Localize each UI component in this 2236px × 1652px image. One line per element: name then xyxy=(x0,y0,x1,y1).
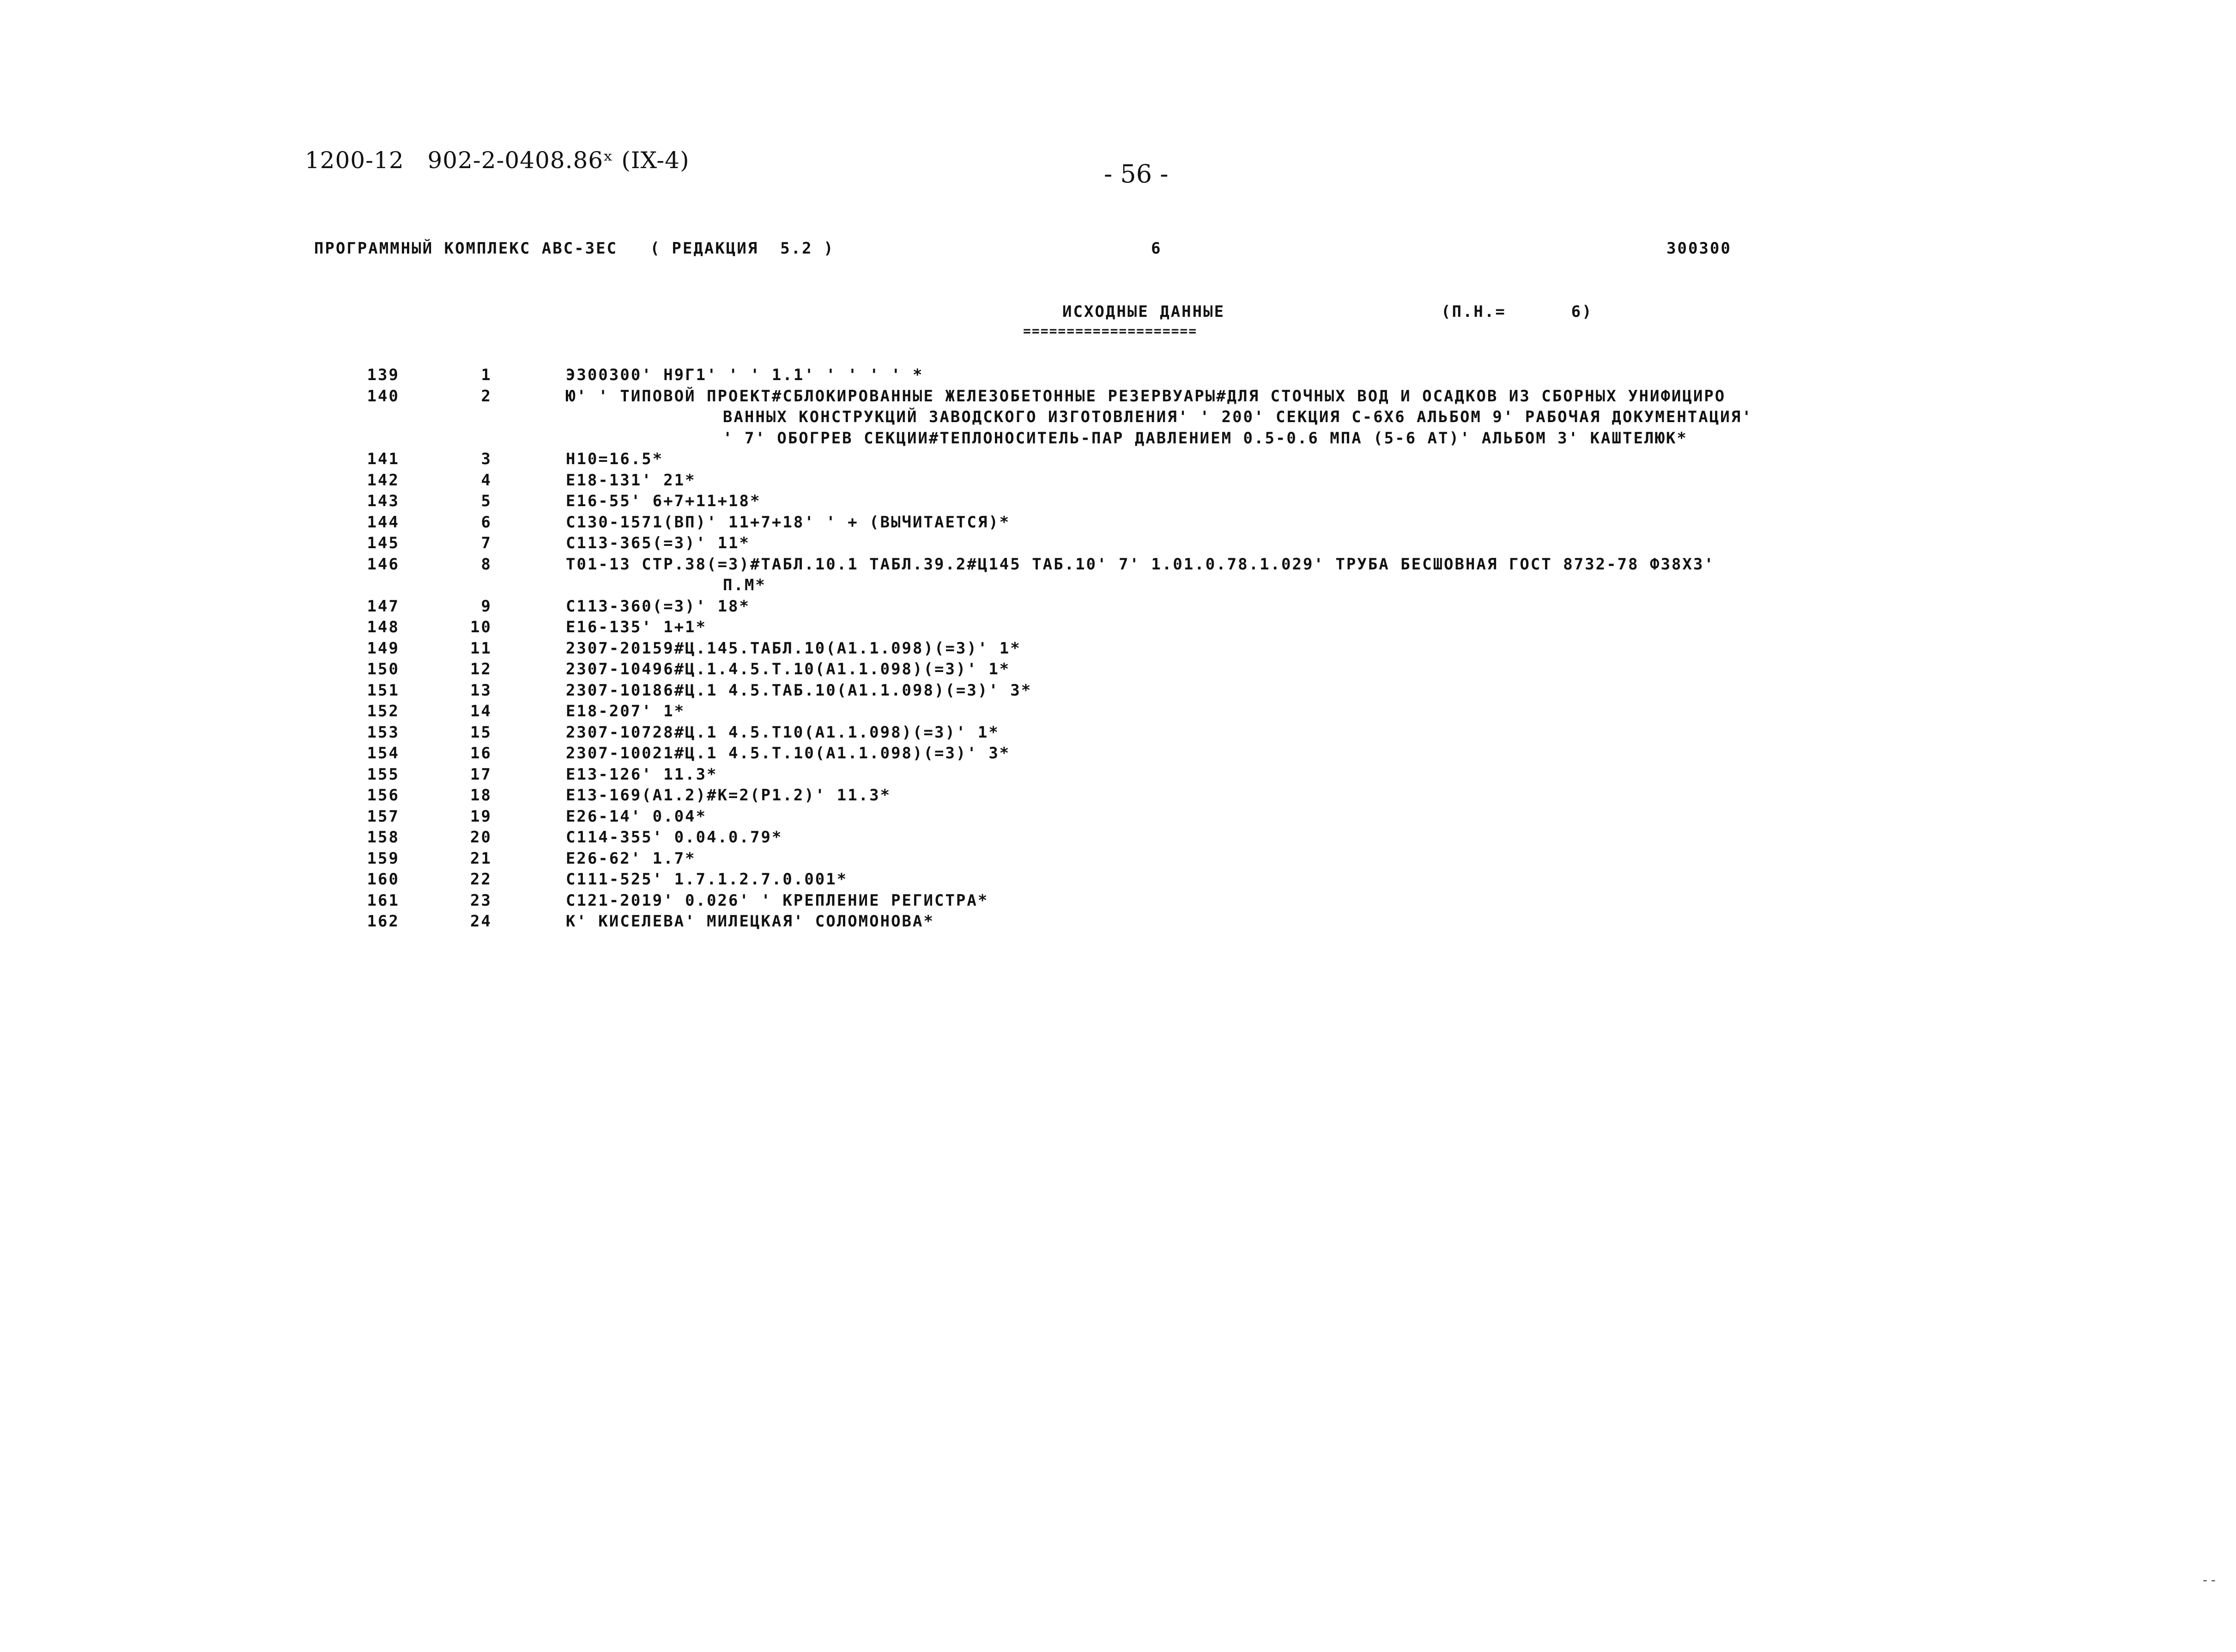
record-text: Е13-169(А1.2)#К=2(Р1.2)' 11.3* xyxy=(566,786,891,805)
record-text: 2307-20159#Ц.145.ТАБЛ.10(А1.1.098)(=3)' 1* xyxy=(566,639,1021,658)
sequence-number: 14 xyxy=(470,702,492,720)
listing-row xyxy=(0,890,1986,912)
record-text: 2307-10021#Ц.1 4.5.Т.10(А1.1.098)(=3)' 3* xyxy=(566,744,1011,762)
record-text: ВАННЫХ КОНСТРУКЦИЙ ЗАВОДСКОГО ИЗГОТОВЛЕНИЯ' ' 200' СЕКЦИЯ С-6Х6 АЛЬБОМ 9' РАБОЧАЯ ДОКУМЕНТАЦИЯ' xyxy=(723,408,1753,426)
record-text: К' КИСЕЛЕВА' МИЛЕЦКАЯ' СОЛОМОНОВА* xyxy=(566,912,934,931)
line-number: 142 xyxy=(367,471,400,490)
listing-row xyxy=(0,680,1986,702)
line-number: 157 xyxy=(367,807,400,826)
sequence-number: 23 xyxy=(470,891,492,910)
sequence-number: 11 xyxy=(470,639,492,658)
listing-row xyxy=(0,743,1986,764)
listing-row xyxy=(0,848,1986,870)
record-text: 2307-10186#Ц.1 4.5.ТАБ.10(А1.1.098)(=3)' 3* xyxy=(566,681,1032,700)
sequence-number: 20 xyxy=(470,828,492,847)
listing-row xyxy=(0,449,1986,470)
sequence-number: 5 xyxy=(481,492,492,510)
listing-row xyxy=(0,722,1986,744)
record-text: Е13-126' 11.3* xyxy=(566,765,718,784)
record-text: П.М* xyxy=(723,576,766,594)
sequence-number: 15 xyxy=(470,723,492,742)
record-text: Е26-62' 1.7* xyxy=(566,849,696,868)
listing-row xyxy=(0,365,1986,386)
listing-row xyxy=(0,869,1986,890)
line-number: 152 xyxy=(367,702,400,720)
line-number: 141 xyxy=(367,450,400,468)
record-text: Е26-14' 0.04* xyxy=(566,807,707,826)
sequence-number: 24 xyxy=(470,912,492,931)
record-text: Ю' ' ТИПОВОЙ ПРОЕКТ#СБЛОКИРОВАННЫЕ ЖЕЛЕЗОБЕТОННЫЕ РЕЗЕРВУАРЫ#ДЛЯ СТОЧНЫХ ВОД И ОСАДКОВ ИЗ СБОРНЫХ УНИФИЦИРО xyxy=(566,387,1726,405)
sequence-number: 12 xyxy=(470,660,492,678)
program-header: ПРОГРАММНЫЙ КОМПЛЕКС АВС-3ЕС ( РЕДАКЦИЯ 5.2 ) xyxy=(314,239,835,258)
listing-row xyxy=(0,785,1986,806)
record-text: С111-525' 1.7.1.2.7.0.001* xyxy=(566,870,848,889)
record-text: ' 7' ОБОГРЕВ СЕКЦИИ#ТЕПЛОНОСИТЕЛЬ-ПАР ДАВЛЕНИЕМ 0.5-0.6 МПА (5-6 АТ)' АЛЬБОМ 3' КАШТЕЛЮК* xyxy=(723,429,1688,448)
line-number: 149 xyxy=(367,639,400,658)
line-number: 160 xyxy=(367,870,400,889)
sequence-number: 19 xyxy=(470,807,492,826)
record-text: Т01-13 СТР.38(=3)#ТАБЛ.10.1 ТАБЛ.39.2#Ц145 ТАБ.10' 7' 1.01.0.78.1.029' ТРУБА БЕСШОВНАЯ ГОСТ 8732-78 Ф38Х3' xyxy=(566,555,1715,574)
sequence-number: 17 xyxy=(470,765,492,784)
listing-continuation-line xyxy=(0,428,1986,449)
sequence-number: 13 xyxy=(470,681,492,700)
line-number: 140 xyxy=(367,387,400,405)
line-number: 162 xyxy=(367,912,400,931)
document-code: 300300 xyxy=(1666,239,1732,258)
record-text: 2307-10496#Ц.1.4.5.Т.10(А1.1.098)(=3)' 1* xyxy=(566,660,1011,678)
record-text: С121-2019' 0.026' ' КРЕПЛЕНИЕ РЕГИСТРА* xyxy=(566,891,989,910)
sequence-number: 2 xyxy=(481,387,492,405)
line-number: 139 xyxy=(367,366,400,384)
listing-row xyxy=(0,512,1986,533)
listing-row xyxy=(0,617,1986,638)
line-number: 145 xyxy=(367,534,400,552)
page-code: 6 xyxy=(1151,239,1162,258)
section-title: ИСХОДНЫЕ ДАННЫЕ xyxy=(1062,303,1225,321)
sequence-number: 1 xyxy=(481,366,492,384)
listing-row xyxy=(0,386,1986,407)
line-number: 146 xyxy=(367,555,400,574)
listing-row xyxy=(0,827,1986,848)
page-number: - 56 - xyxy=(1104,159,1169,188)
section-meta: (П.Н.= 6) xyxy=(1441,303,1593,321)
listing-row xyxy=(0,806,1986,828)
listing-row xyxy=(0,638,1986,660)
record-text: Е16-135' 1+1* xyxy=(566,618,707,636)
line-number: 151 xyxy=(367,681,400,700)
listing-row xyxy=(0,470,1986,491)
record-text: 2307-10728#Ц.1 4.5.Т10(А1.1.098)(=3)' 1* xyxy=(566,723,1000,742)
line-number: 155 xyxy=(367,765,400,784)
listing-row xyxy=(0,764,1986,786)
listing-continuation-line xyxy=(0,407,1986,428)
record-text: С114-355' 0.04.0.79* xyxy=(566,828,783,847)
listing-row xyxy=(0,491,1986,512)
listing-continuation-line xyxy=(0,575,1986,596)
line-number: 156 xyxy=(367,786,400,805)
listing-row xyxy=(0,533,1986,554)
sequence-number: 8 xyxy=(481,555,492,574)
sequence-number: 16 xyxy=(470,744,492,762)
line-number: 143 xyxy=(367,492,400,510)
record-text: С113-360(=3)' 18* xyxy=(566,597,750,616)
sequence-number: 6 xyxy=(481,513,492,532)
line-number: 161 xyxy=(367,891,400,910)
record-text: С130-1571(ВП)' 11+7+18' ' + (ВЫЧИТАЕТСЯ)* xyxy=(566,513,1011,532)
source-listing xyxy=(0,365,1986,932)
line-number: 154 xyxy=(367,744,400,762)
sequence-number: 10 xyxy=(470,618,492,636)
sequence-number: 3 xyxy=(481,450,492,468)
section-underline: ==================== xyxy=(1023,323,1198,339)
record-text: Э300300' Н9Г1' ' ' 1.1' ' ' ' ' * xyxy=(566,366,924,384)
listing-row xyxy=(0,554,1986,575)
listing-row xyxy=(0,911,1986,932)
sequence-number: 4 xyxy=(481,471,492,490)
sequence-number: 18 xyxy=(470,786,492,805)
line-number: 153 xyxy=(367,723,400,742)
sequence-number: 9 xyxy=(481,597,492,616)
sequence-number: 22 xyxy=(470,870,492,889)
line-number: 144 xyxy=(367,513,400,532)
sequence-number: 7 xyxy=(481,534,492,552)
record-text: Е18-207' 1* xyxy=(566,702,685,720)
corner-mark: -- xyxy=(2200,1572,2218,1588)
listing-row xyxy=(0,596,1986,617)
record-text: Н10=16.5* xyxy=(566,450,664,468)
document-stamp: 1200-12 902-2-0408.86ˣ (IX-4) xyxy=(305,147,690,174)
line-number: 150 xyxy=(367,660,400,678)
record-text: Е18-131' 21* xyxy=(566,471,696,490)
line-number: 148 xyxy=(367,618,400,636)
line-number: 147 xyxy=(367,597,400,616)
line-number: 159 xyxy=(367,849,400,868)
record-text: С113-365(=3)' 11* xyxy=(566,534,750,552)
line-number: 158 xyxy=(367,828,400,847)
sequence-number: 21 xyxy=(470,849,492,868)
record-text: Е16-55' 6+7+11+18* xyxy=(566,492,761,510)
listing-row xyxy=(0,659,1986,680)
listing-row xyxy=(0,701,1986,722)
